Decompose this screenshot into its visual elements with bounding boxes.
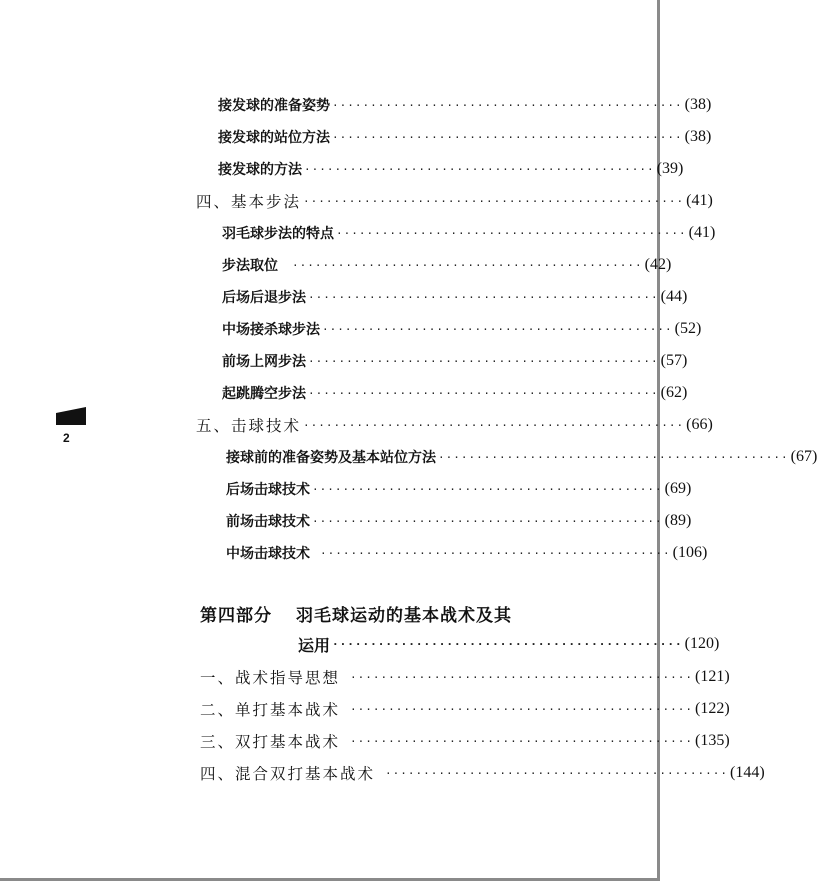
toc-entry-page: (38) [684,128,712,145]
toc-entry-label: 接球前的准备姿势及基本站位方法 [226,450,436,466]
toc-entry-label: 步法取位 [222,258,278,274]
toc-section [196,190,713,212]
toc-entry [226,446,817,468]
toc-section-label: 一、战术指导思想 [200,669,341,687]
leader-dots: ·············································· [336,226,687,240]
toc-section-label: 三、双打基本战术 [200,733,341,751]
toc-entry-page: (121) [695,668,730,685]
toc-section-label: 四、混合双打基本战术 [200,765,376,783]
leader-dots: ·············································· [332,130,683,144]
toc-entry-page: (106) [672,544,708,561]
toc-entry [226,542,708,564]
toc-entry [222,382,688,404]
toc-entry [218,94,712,116]
toc-entry-page: (41) [688,224,716,241]
leader-dots: ·············································· [308,354,659,368]
leader-dots: ·············································· [438,450,789,464]
leader-dots: ·············································· [320,546,671,560]
leader-dots: ············································· [350,702,694,716]
toc-entry-page: (135) [695,732,730,749]
leader-dots: ·············································· [308,386,659,400]
toc-entry-page: (38) [684,96,712,113]
toc-entry [218,126,712,148]
toc-entry-label: 后场击球技术 [226,482,310,498]
toc-entry-label: 后场后退步法 [222,290,306,306]
leader-dots: ·············································· [292,258,643,272]
toc-entry-page: (67) [790,448,817,465]
leader-dots: ·················································· [303,418,685,432]
part-heading-title: 羽毛球运动的基本战术及其 [296,606,512,626]
toc-section-label: 四、基本步法 [196,193,302,211]
toc-entry-label: 接发球的准备姿势 [218,98,330,114]
part-heading-continuation-label: 运用 [298,635,331,655]
toc-entry-page: (66) [686,416,713,433]
leader-dots: ·············································· [312,482,663,496]
toc-section-label: 二、单打基本战术 [200,701,341,719]
toc-entry-page: (42) [644,256,672,273]
leader-dots: ·············································· [322,322,673,336]
toc-entry-label: 起跳腾空步法 [222,386,306,402]
toc-section [200,698,730,720]
page-corner-mark-icon [56,407,86,425]
toc-section [200,730,730,752]
page-number: 2 [63,431,70,445]
part-heading-continuation [298,633,720,655]
toc-section [200,666,730,688]
part-heading-page: (120) [684,635,720,652]
toc-entry [226,510,692,532]
leader-dots: ············································· [385,766,729,780]
toc-entry-label: 羽毛球步法的特点 [222,226,334,242]
toc-entry-page: (144) [730,764,765,781]
toc-entry [222,350,688,372]
toc-entry [222,286,688,308]
toc-entry-label: 接发球的站位方法 [218,130,330,146]
toc-entry [222,318,702,340]
toc-entry-page: (62) [660,384,688,401]
part-heading-label: 第四部分 [200,606,272,626]
toc-entry-page: (69) [664,480,692,497]
toc-entry-label: 中场击球技术 [226,546,310,562]
leader-dots: ············································· [350,670,694,684]
toc-entry-page: (44) [660,288,688,305]
toc-entry-label: 接发球的方法 [218,162,302,178]
toc-entry-page: (52) [674,320,702,337]
toc-section [196,414,713,436]
toc-entry-label: 前场上网步法 [222,354,306,370]
toc-entry [226,478,692,500]
toc-entry-page: (89) [664,512,692,529]
leader-dots: ·············································· [304,162,655,176]
toc-section-label: 五、击球技术 [196,417,302,435]
leader-dots: ·················································· [303,194,685,208]
leader-dots: ·············································· [332,98,683,112]
toc-entry-label: 前场击球技术 [226,514,310,530]
toc-entry [218,158,684,180]
toc-section [200,762,765,784]
toc-entry-page: (41) [686,192,713,209]
leader-dots: ·············································· [312,514,663,528]
part-heading [200,601,512,626]
toc-entry-page: (39) [656,160,684,177]
toc-entry-page: (122) [695,700,730,717]
leader-dots: ·············································· [332,637,683,651]
leader-dots: ············································· [350,734,694,748]
leader-dots: ·············································· [308,290,659,304]
toc-entry [222,254,672,276]
toc-entry-page: (57) [660,352,688,369]
toc-entry [222,222,716,244]
toc-entry-label: 中场接杀球步法 [222,322,320,338]
